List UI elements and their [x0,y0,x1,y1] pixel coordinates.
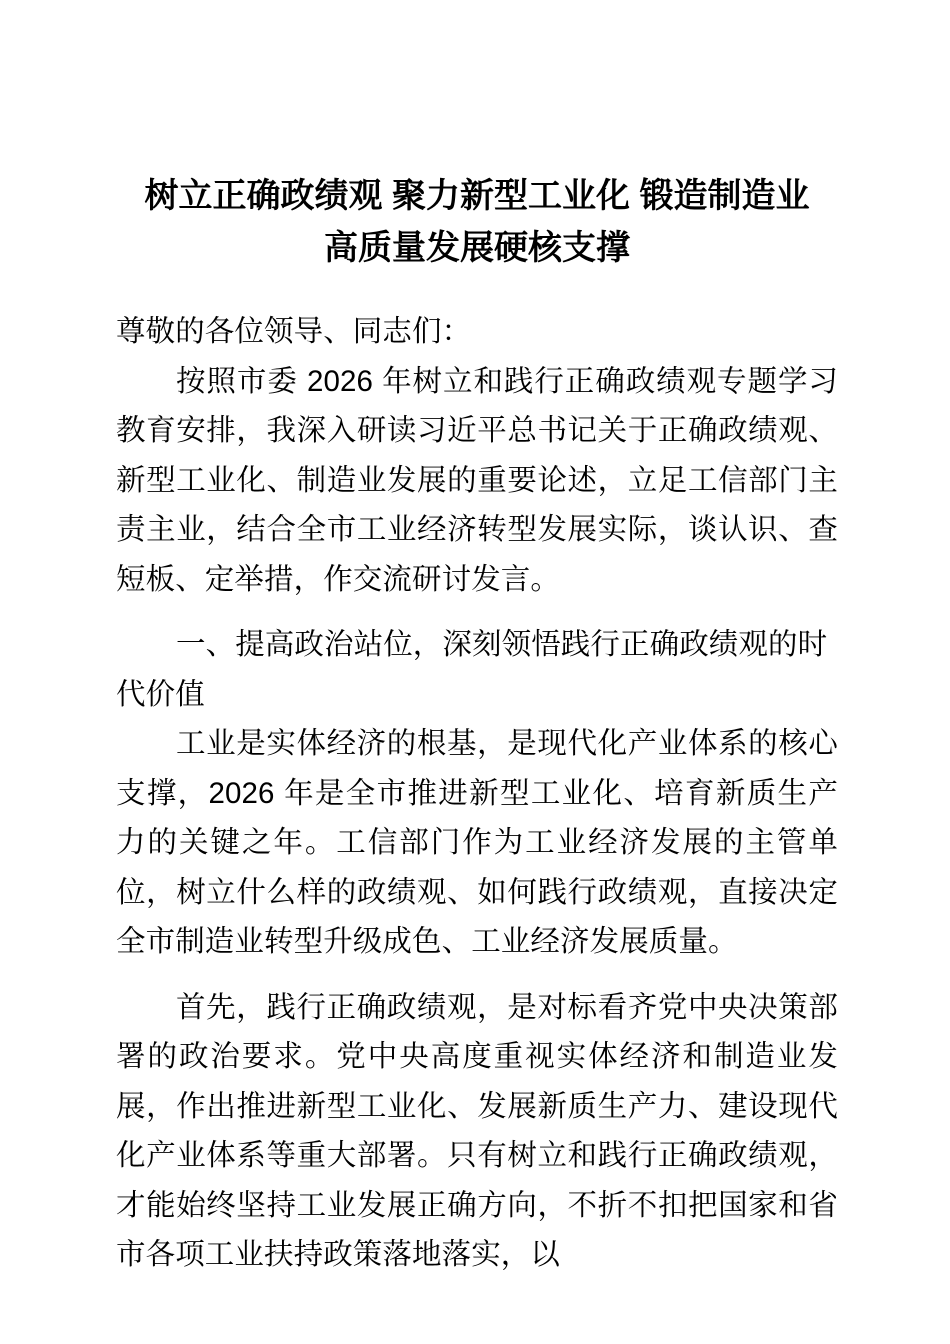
spacer-before-first-point [116,967,838,983]
spacer-title-salutation [116,274,838,307]
document-content [116,170,838,1280]
title-line-1: 树立正确政绩观 聚力新型工业化 锻造制造业 [144,177,810,215]
paragraph-intro: 按照市委 2026 年树立和践行正确政绩观专题学习教育安排，我深入研读习近平总书记关于正确政绩观、新型工业化、制造业发展的重要论述，立足工信部门主责主业，结合全市工业经济转型发展实际，谈认识、查短板、定举措，作交流研讨发言。 [116,364,838,596]
title-line-2: 高质量发展硬核支撑 [324,229,630,267]
paragraph-section-one-first: 首先，践行正确政绩观，是对标看齐党中央决策部署的政治要求。党中央高度重视实体经济和制造业发展，作出推进新型工业化、发展新质生产力、建设现代化产业体系等重大部署。只有树立和践行正确政绩观，才能始终坚持工业发展正确方向，不折不扣把国家和省市各项工业扶持政策落地落实，以 [116,990,838,1271]
page-title [116,170,838,274]
section-heading-one: 一、提高政治站位，深刻领悟践行正确政绩观的时代价值 [116,628,828,711]
salutation: 尊敬的各位领导、同志们： [116,315,472,348]
paragraph-section-one-body: 工业是实体经济的根基，是现代化产业体系的核心支撑，2026 年是全市推进新型工业化、培育新质生产力的关键之年。工信部门作为工业经济发展的主管单位，树立什么样的政绩观、如何践行政绩观，直接决定全市制造业转型升级成色、工业经济发展质量。 [116,727,838,958]
spacer-before-section-one [116,604,838,620]
